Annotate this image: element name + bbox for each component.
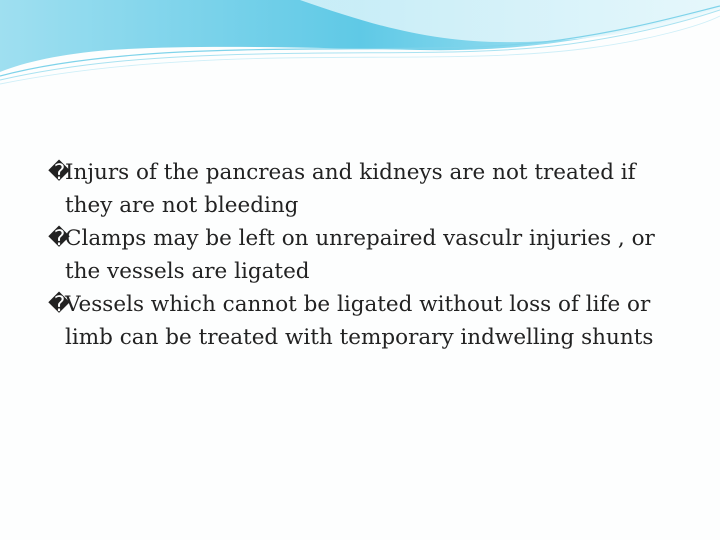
bullet-marker-glyph: � (48, 292, 71, 317)
bullet-item (48, 156, 688, 222)
bullet-text: Vessels which cannot be ligated without loss of life or limb can be treated with temporary indwelling shunts (65, 292, 654, 350)
bullet-marker-glyph: � (48, 226, 71, 251)
bullet-text: Injurs of the pancreas and kidneys are not treated if they are not bleeding (65, 160, 636, 218)
bullet-item (48, 222, 688, 288)
bullet-item (48, 288, 688, 354)
bullet-marker-glyph: � (48, 160, 71, 185)
bullet-list (48, 156, 688, 354)
bullet-text: Clamps may be left on unrepaired vasculr injuries , or the vessels are ligated (65, 226, 655, 284)
decorative-wave-banner (0, 0, 720, 90)
